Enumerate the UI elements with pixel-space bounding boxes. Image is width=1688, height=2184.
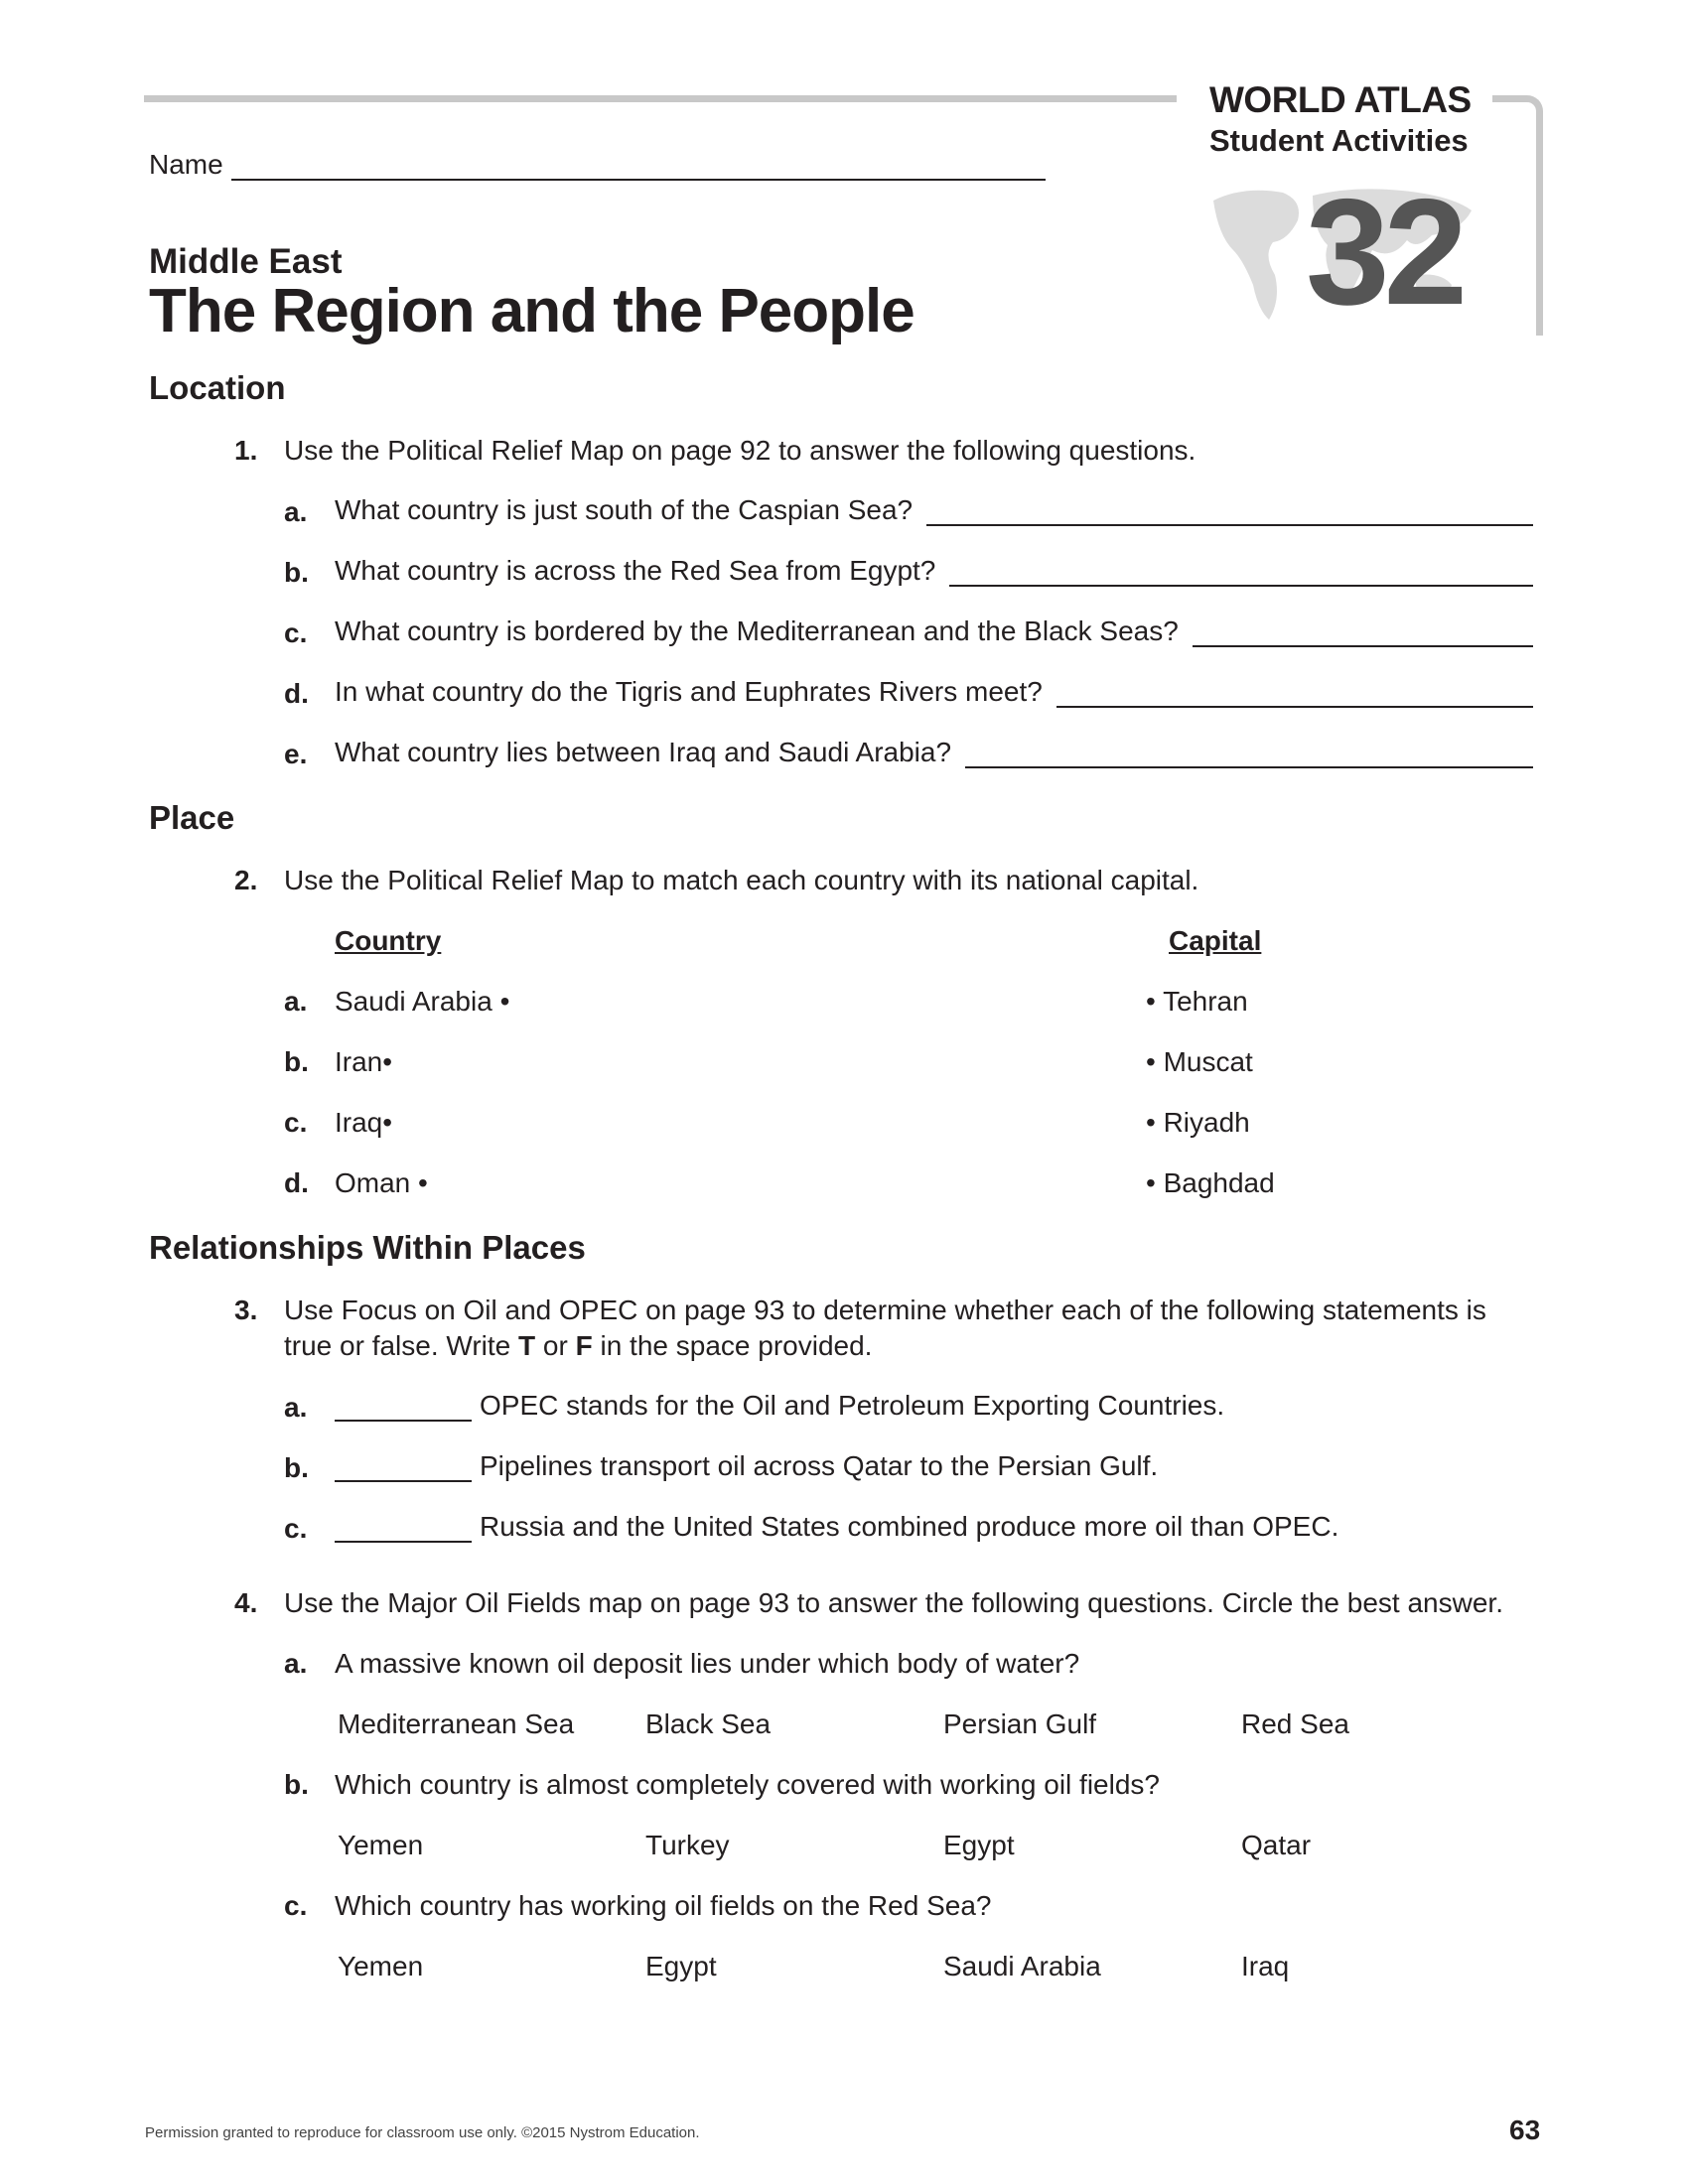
series-title: WORLD ATLAS [1209, 79, 1472, 120]
question-text-line1: Use Focus on Oil and OPEC on page 93 to determine whether each of the following statements is [284, 1295, 1486, 1325]
section-location: Location [149, 369, 286, 406]
item-letter: a. [284, 1648, 308, 1679]
text-run: in the space provided. [592, 1330, 873, 1361]
answer-option[interactable]: Turkey [645, 1830, 730, 1860]
location-item [335, 615, 1533, 647]
mc-question-text: Which country has working oil fields on the Red Sea? [335, 1890, 992, 1921]
location-item [335, 494, 1533, 526]
statement-text: OPEC stands for the Oil and Petroleum Exporting Countries. [480, 1390, 1225, 1421]
answer-blank[interactable] [965, 737, 1533, 768]
location-item [335, 555, 1533, 587]
answer-option[interactable]: Mediterranean Sea [338, 1708, 575, 1739]
statement-text: Pipelines transport oil across Qatar to the Persian Gulf. [480, 1450, 1159, 1481]
question-number: 3. [234, 1295, 258, 1325]
item-letter: a. [284, 496, 308, 527]
answer-option[interactable]: Red Sea [1241, 1708, 1349, 1739]
section-relationships: Relationships Within Places [149, 1229, 586, 1266]
country-item[interactable]: Iran• [335, 1046, 393, 1077]
question-number: 4. [234, 1587, 258, 1618]
true-marker: T [518, 1330, 536, 1361]
capital-item[interactable]: • Muscat [1146, 1046, 1253, 1077]
section-place: Place [149, 799, 235, 836]
page-title: The Region and the People [149, 277, 914, 345]
answer-blank[interactable] [949, 555, 1533, 587]
text-run: true or false. Write [284, 1330, 519, 1361]
item-letter: b. [284, 557, 309, 588]
answer-option[interactable]: Yemen [338, 1951, 424, 1981]
question-text-line2 [284, 1330, 872, 1362]
answer-option[interactable]: Egypt [943, 1830, 1015, 1860]
item-letter: a. [284, 1392, 308, 1423]
country-item[interactable]: Saudi Arabia • [335, 986, 510, 1017]
page-number: 63 [1509, 2115, 1541, 2145]
item-text: What country is just south of the Caspian Sea? [335, 494, 914, 525]
tf-item [335, 1390, 1224, 1422]
item-letter: b. [284, 1452, 309, 1483]
answer-option[interactable]: Iraq [1241, 1951, 1290, 1981]
answer-blank[interactable] [1193, 615, 1533, 647]
country-item[interactable]: Oman • [335, 1167, 428, 1198]
location-item [335, 676, 1533, 708]
item-letter: c. [284, 1890, 308, 1921]
item-letter: d. [284, 678, 309, 709]
series-subtitle: Student Activities [1209, 123, 1469, 158]
item-text: What country is across the Red Sea from Egypt? [335, 555, 936, 586]
question-number: 1. [234, 435, 258, 466]
capital-item[interactable]: • Riyadh [1146, 1107, 1250, 1138]
location-item [335, 737, 1533, 768]
item-letter: c. [284, 1107, 308, 1138]
country-column-header: Country [335, 925, 442, 956]
item-letter: d. [284, 1167, 309, 1198]
item-letter: c. [284, 1513, 308, 1544]
name-label: Name [149, 149, 223, 180]
answer-option[interactable]: Yemen [338, 1830, 424, 1860]
item-letter: a. [284, 986, 308, 1017]
answer-option[interactable]: Persian Gulf [943, 1708, 1097, 1739]
tf-answer-blank[interactable] [335, 1450, 472, 1482]
tf-answer-blank[interactable] [335, 1511, 472, 1543]
answer-blank[interactable] [926, 494, 1533, 526]
country-item[interactable]: Iraq• [335, 1107, 393, 1138]
question-number: 2. [234, 865, 258, 895]
answer-blank[interactable] [1056, 676, 1533, 708]
tf-answer-blank[interactable] [335, 1390, 472, 1422]
statement-text: Russia and the United States combined produce more oil than OPEC. [480, 1511, 1339, 1542]
capital-item[interactable]: • Baghdad [1146, 1167, 1275, 1198]
item-text: What country lies between Iraq and Saudi Arabia? [335, 737, 952, 767]
item-text: What country is bordered by the Mediterranean and the Black Seas? [335, 615, 1179, 646]
tf-item [335, 1450, 1158, 1482]
text-run: or [535, 1330, 576, 1361]
question-text: Use the Major Oil Fields map on page 93 to answer the following questions. Circle the best answer. [284, 1587, 1503, 1618]
region-heading: Middle East [149, 242, 343, 281]
name-row [149, 149, 1046, 181]
item-text: In what country do the Tigris and Euphrates Rivers meet? [335, 676, 1043, 707]
activity-number: 32 [1306, 168, 1463, 337]
item-letter: c. [284, 617, 308, 648]
question-text: Use the Political Relief Map on page 92 to answer the following questions. [284, 435, 1196, 466]
item-letter: b. [284, 1769, 309, 1800]
false-marker: F [575, 1330, 593, 1361]
capital-column-header: Capital [1169, 925, 1262, 956]
mc-question-text: A massive known oil deposit lies under which body of water? [335, 1648, 1080, 1679]
header-rule [144, 95, 1177, 102]
answer-option[interactable]: Egypt [645, 1951, 717, 1981]
answer-option[interactable]: Black Sea [645, 1708, 772, 1739]
capital-item[interactable]: • Tehran [1146, 986, 1248, 1017]
item-letter: e. [284, 739, 308, 769]
mc-question-text: Which country is almost completely covered with working oil fields? [335, 1769, 1160, 1800]
header-bracket [1492, 95, 1543, 336]
permission-footer: Permission granted to reproduce for classroom use only. ©2015 Nystrom Education. [145, 2124, 700, 2141]
item-letter: b. [284, 1046, 309, 1077]
answer-option[interactable]: Saudi Arabia [943, 1951, 1101, 1981]
question-text: Use the Political Relief Map to match each country with its national capital. [284, 865, 1199, 895]
answer-option[interactable]: Qatar [1241, 1830, 1312, 1860]
name-input-line[interactable] [231, 151, 1046, 181]
tf-item [335, 1511, 1338, 1543]
